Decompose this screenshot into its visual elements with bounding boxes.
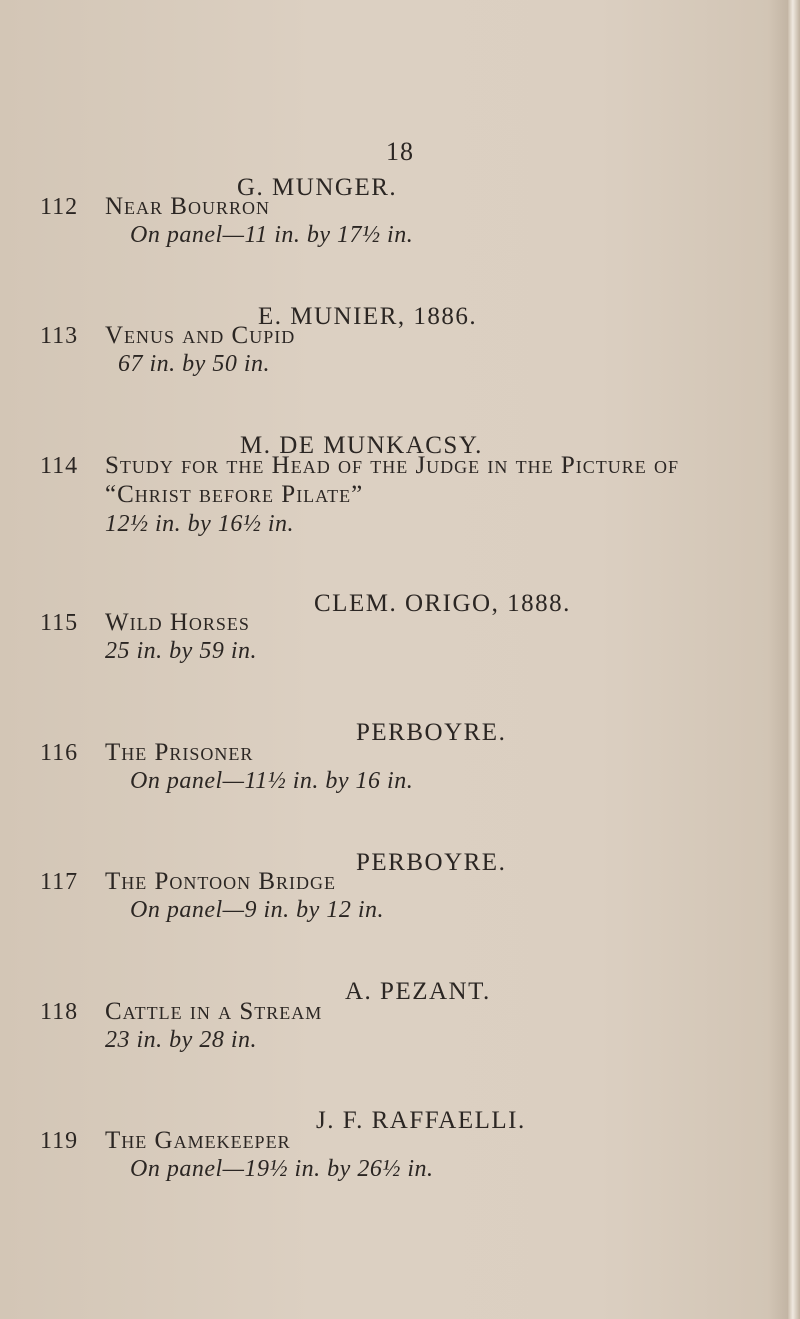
lot-number: 113 bbox=[40, 323, 79, 349]
artist-name: E. MUNIER, 1886. bbox=[258, 303, 478, 330]
artwork-subtitle: “Christ before Pilate” bbox=[105, 481, 364, 508]
artwork-title: Venus and Cupid bbox=[105, 322, 296, 349]
artwork-dimensions: On panel—11 in. by 17½ in. bbox=[130, 222, 414, 248]
artist-name: M. DE MUNKACSY. bbox=[240, 432, 483, 459]
lot-number: 116 bbox=[40, 740, 79, 766]
page-edge bbox=[788, 0, 800, 1319]
artwork-title: The Prisoner bbox=[105, 739, 254, 766]
artwork-dimensions: 67 in. by 50 in. bbox=[118, 351, 270, 377]
artwork-title: Near Bourron bbox=[105, 193, 270, 220]
lot-number: 117 bbox=[40, 869, 79, 895]
artist-name: A. PEZANT. bbox=[345, 978, 491, 1005]
lot-number: 119 bbox=[40, 1128, 79, 1154]
page-number: 18 bbox=[386, 137, 414, 166]
lot-number: 114 bbox=[40, 453, 79, 479]
artwork-dimensions: 25 in. by 59 in. bbox=[105, 638, 257, 664]
artwork-dimensions: On panel—11½ in. by 16 in. bbox=[130, 768, 414, 794]
lot-number: 118 bbox=[40, 999, 79, 1025]
artwork-title: Study for the Head of the Judge in the Picture of bbox=[105, 452, 680, 479]
lot-number: 115 bbox=[40, 610, 79, 636]
artwork-dimensions: 12½ in. by 16½ in. bbox=[105, 511, 294, 537]
artwork-dimensions: On panel—19½ in. by 26½ in. bbox=[130, 1156, 434, 1182]
artwork-title: Wild Horses bbox=[105, 609, 250, 636]
artist-name: PERBOYRE. bbox=[356, 849, 507, 876]
lot-number: 112 bbox=[40, 194, 79, 220]
artwork-dimensions: On panel—9 in. by 12 in. bbox=[130, 897, 384, 923]
artist-name: PERBOYRE. bbox=[356, 719, 507, 746]
artist-name: J. F. RAFFAELLI. bbox=[316, 1107, 526, 1134]
artwork-title: Cattle in a Stream bbox=[105, 998, 323, 1025]
artwork-title: The Gamekeeper bbox=[105, 1127, 291, 1154]
artwork-title: The Pontoon Bridge bbox=[105, 868, 337, 895]
artist-name: G. MUNGER. bbox=[237, 174, 398, 201]
artwork-dimensions: 23 in. by 28 in. bbox=[105, 1027, 257, 1053]
artist-name: CLEM. ORIGO, 1888. bbox=[314, 590, 571, 617]
